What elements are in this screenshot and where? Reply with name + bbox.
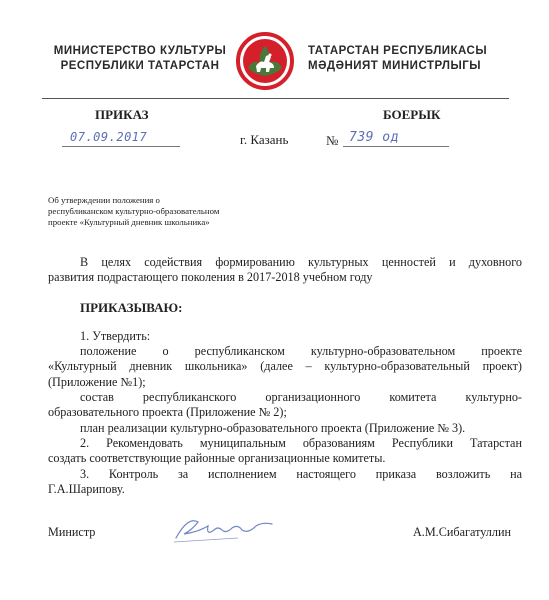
number-underline <box>343 146 449 147</box>
order-label-tt: БОЕРЫК <box>383 107 441 122</box>
subject-line-1: Об утверждении положения о <box>48 195 160 205</box>
order-subject <box>48 195 219 228</box>
subject-line-2: республиканском культурно-образовательном <box>48 206 220 216</box>
order-number: 739 од <box>349 130 399 145</box>
order-word: ПРИКАЗЫВАЮ: <box>80 299 183 315</box>
ministry-name-ru <box>50 44 230 74</box>
item-3-line-1: 3. Контроль за исполнением настоящего приказа возложить на <box>80 466 522 481</box>
signatory-name: А.М.Сибагатуллин <box>413 525 512 539</box>
ministry-name-ru-line2: РЕСПУБЛИКИ ТАТАРСТАН <box>60 60 220 72</box>
item-2-line-2: создать соответствующие районные организационные комитеты. <box>48 451 386 466</box>
item-1a-line-1: положение о республиканском культурно-образовательном проекте <box>80 344 522 359</box>
item-1a-line-3: (Приложение №1); <box>48 374 146 389</box>
subject-line-3: проекте «Культурный дневник школьника» <box>48 217 210 227</box>
item-1a-line-2: «Культурный дневник школьника» (далее – культурно-образовательный проект) <box>48 359 522 374</box>
ministry-name-ru-line1: МИНИСТЕРСТВО КУЛЬТУРЫ <box>53 45 227 57</box>
signatory-position: Министр <box>48 525 96 539</box>
ministry-name-tt-line2: МӘДӘНИЯТ МИНИСТРЛЫГЫ <box>308 60 482 72</box>
ministry-name-tt-line1: ТАТАРСТАН РЕСПУБЛИКАСЫ <box>308 45 488 57</box>
ministry-name-tt <box>308 44 508 74</box>
order-label-ru: ПРИКАЗ <box>95 107 149 122</box>
order-number-prefix: № <box>326 133 339 148</box>
header-divider <box>42 98 509 99</box>
item-1: 1. Утвердить: <box>80 328 151 343</box>
item-2-line-1: 2. Рекомендовать муниципальным образованиям Республики Татарстан <box>80 435 522 450</box>
order-city: г. Казань <box>240 132 289 147</box>
item-1c: план реализации культурно-образовательного проекта (Приложение № 3). <box>80 420 466 435</box>
coat-of-arms-icon <box>236 32 294 90</box>
intro-line-2: развития подрастающего поколения в 2017-2018 учебном году <box>48 270 373 285</box>
item-1b-line-1: состав республиканского организационного комитета культурно- <box>80 390 522 405</box>
order-body <box>48 255 522 497</box>
date-underline <box>62 146 180 147</box>
intro-line-1: В целях содействия формированию культурных ценностей и духовного <box>80 255 522 269</box>
item-3-line-2: Г.А.Шарипову. <box>48 481 125 496</box>
item-1b-line-2: образовательного проекта (Приложение № 2); <box>48 405 287 420</box>
order-date: 07.09.2017 <box>70 130 148 144</box>
signature-icon <box>168 508 278 548</box>
